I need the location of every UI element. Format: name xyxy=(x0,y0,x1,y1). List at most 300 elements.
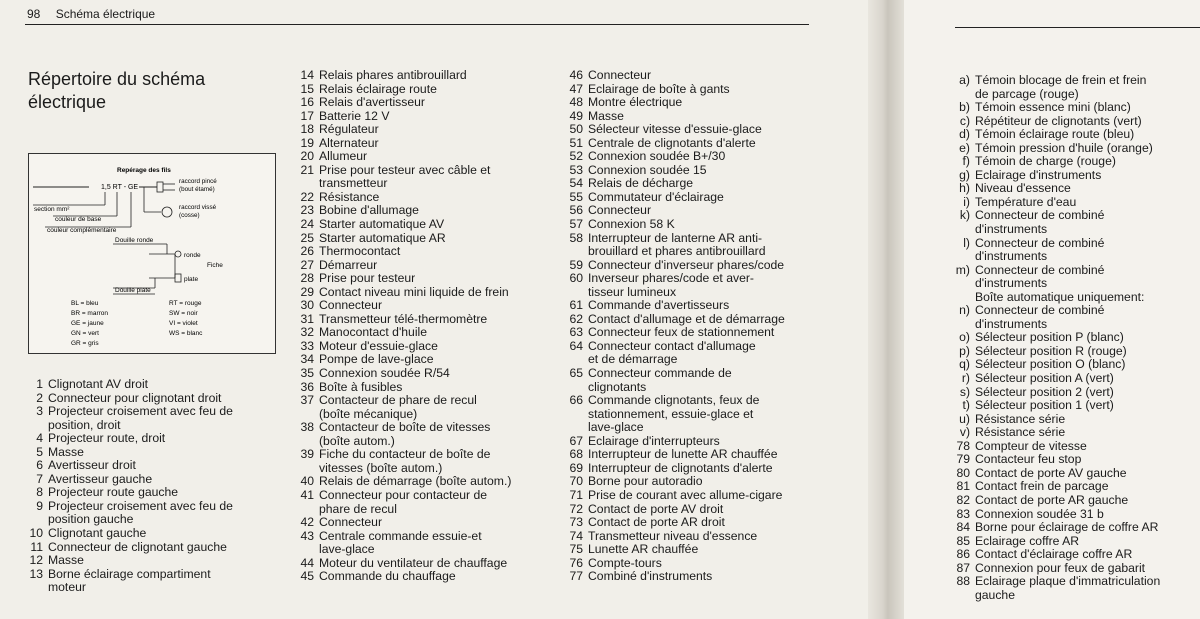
list-item xyxy=(562,448,785,462)
list-item xyxy=(562,421,785,435)
list-item xyxy=(562,367,785,381)
list-item-text: brouillard et phares antibrouillard xyxy=(588,244,766,259)
list-item xyxy=(293,489,511,503)
list-item-number: 42 xyxy=(300,515,314,530)
list-item-text: Contact niveau mini liquide de frein xyxy=(319,284,509,299)
list-item-text: Moteur du ventilateur de chauffage xyxy=(319,555,508,570)
list-item-number: d) xyxy=(959,127,970,142)
list-item-number: 2 xyxy=(36,390,43,405)
list-item-text: Prise de courant avec allume-cigare xyxy=(588,487,783,502)
page-title-line2: électrique xyxy=(28,92,107,112)
list-item xyxy=(952,521,1160,535)
list-item-text: lave-glace xyxy=(588,420,644,435)
list-item-number xyxy=(293,543,314,557)
list-item-text: (boîte autom.) xyxy=(319,433,395,448)
list-item-number: i) xyxy=(963,194,970,209)
list-item-number xyxy=(562,353,583,367)
book-gutter xyxy=(868,0,904,619)
list-item-text: Borne éclairage compartiment xyxy=(48,566,211,581)
list-item-number: m) xyxy=(955,262,970,277)
list-item-number: 58 xyxy=(569,230,583,245)
list-item-text: vitesses (boîte autom.) xyxy=(319,460,443,475)
list-item-text: Clignotant AV droit xyxy=(48,377,149,391)
list-item-text: Niveau d'essence xyxy=(975,181,1071,196)
list-item-text: Boîte à fusibles xyxy=(319,379,403,394)
list-item-number xyxy=(952,589,970,603)
list-item-text: Moteur d'essuie-glace xyxy=(319,338,438,353)
list-item-text: position gauche xyxy=(48,512,134,527)
list-item-text: d'instruments xyxy=(975,222,1048,237)
list-item xyxy=(28,554,233,568)
list-item xyxy=(562,530,785,544)
list-item xyxy=(28,459,233,473)
list-item-text: Allumeur xyxy=(319,149,368,164)
list-item-number: 48 xyxy=(569,95,583,110)
list-item-number: 5 xyxy=(36,444,43,459)
list-item-number: 77 xyxy=(569,569,583,584)
list-item-number: 84 xyxy=(956,520,970,535)
list-item xyxy=(293,150,511,164)
list-item-number: 34 xyxy=(300,352,314,367)
list-item xyxy=(28,405,233,419)
list-item-number: 16 xyxy=(300,95,314,110)
list-item-text: Boîte automatique uniquement: xyxy=(975,289,1145,304)
list-item-text: Contacteur feu stop xyxy=(975,452,1082,467)
list-item-number xyxy=(293,177,314,191)
list-item-text: Commande du chauffage xyxy=(319,569,456,584)
list-item-text: et de démarrage xyxy=(588,352,678,367)
list-item xyxy=(952,142,1160,156)
list-column-3 xyxy=(562,69,785,584)
legend-color-gr: GR = gris xyxy=(71,340,99,347)
list-item-text: Centrale de clignotants d'alerte xyxy=(588,135,756,150)
list-item-text: Sélecteur position R (rouge) xyxy=(975,343,1127,358)
list-item-text: stationnement, essuie-glace et xyxy=(588,406,754,421)
list-item-number xyxy=(28,419,43,433)
legend-douille-plate: Douille plate xyxy=(115,287,151,294)
legend-heading: Repérage des fils xyxy=(117,167,171,174)
list-item xyxy=(293,367,511,381)
list-item-number: 85 xyxy=(956,533,970,548)
list-item-text: Clignotant gauche xyxy=(48,526,147,541)
list-item-number: 13 xyxy=(29,566,43,581)
list-item xyxy=(293,421,511,435)
list-item-number: 10 xyxy=(29,526,43,541)
legend-color-ge: GE = jaune xyxy=(71,320,104,327)
list-item-number: 49 xyxy=(569,108,583,123)
legend-color-sw: SW = noir xyxy=(169,310,198,317)
list-item-text: tisseur lumineux xyxy=(588,284,677,299)
list-item xyxy=(952,304,1160,318)
list-item-number: 51 xyxy=(569,135,583,150)
list-item xyxy=(293,204,511,218)
list-item-text: Connecteur xyxy=(588,203,652,218)
list-item xyxy=(562,150,785,164)
list-item-text: d'instruments xyxy=(975,276,1048,291)
list-item-number xyxy=(293,408,314,422)
list-item-text: Projecteur route gauche xyxy=(48,485,179,500)
list-item-number: 61 xyxy=(569,298,583,313)
list-item xyxy=(28,486,233,500)
list-item-number: u) xyxy=(959,411,970,426)
list-item xyxy=(952,223,1160,237)
list-item-text: Connecteur xyxy=(588,68,652,82)
list-item xyxy=(562,489,785,503)
list-item-text: Starter automatique AV xyxy=(319,217,445,232)
list-item-text: Régulateur xyxy=(319,122,379,137)
list-item-text: Alternateur xyxy=(319,135,379,150)
list-item-text: Prise pour testeur avec câble et xyxy=(319,162,491,177)
list-item xyxy=(952,88,1160,102)
list-item xyxy=(562,272,785,286)
list-item-number xyxy=(293,462,314,476)
list-item-number: 43 xyxy=(300,528,314,543)
list-item xyxy=(28,446,233,460)
list-item-text: transmetteur xyxy=(319,176,388,191)
list-item-text: Contact de porte AR droit xyxy=(588,515,725,530)
list-item-number: 64 xyxy=(569,338,583,353)
list-item-number: 68 xyxy=(569,447,583,462)
list-item xyxy=(293,137,511,151)
list-item xyxy=(562,543,785,557)
list-item xyxy=(562,435,785,449)
list-item xyxy=(952,426,1160,440)
list-item-text: Contacteur de boîte de vitesses xyxy=(319,420,491,435)
list-item-text: Starter automatique AR xyxy=(319,230,446,245)
list-item-text: Commutateur d'éclairage xyxy=(588,189,724,204)
list-item-text: Borne pour autoradio xyxy=(588,474,703,489)
list-column-4 xyxy=(952,74,1160,602)
list-item-number: 53 xyxy=(569,162,583,177)
legend-raccord-pince-2: (bout étamé) xyxy=(179,186,215,193)
list-item-text: Contact de porte AR gauche xyxy=(975,492,1129,507)
list-item-text: Contact frein de parcage xyxy=(975,479,1109,494)
list-item xyxy=(293,232,511,246)
list-item-number: n) xyxy=(959,303,970,318)
list-item-number: 24 xyxy=(300,217,314,232)
legend-raccord-visse-1: raccord vissé xyxy=(179,204,217,211)
list-item-text: Connecteur de combiné xyxy=(975,208,1105,223)
list-item-number: 15 xyxy=(300,81,314,96)
legend-color-gn: GN = vert xyxy=(71,330,99,337)
list-item xyxy=(293,543,511,557)
list-item xyxy=(952,345,1160,359)
list-item-text: Compteur de vitesse xyxy=(975,438,1087,453)
list-item-number: 31 xyxy=(300,311,314,326)
list-item-number xyxy=(952,250,970,264)
list-item-text: Témoin pression d'huile (orange) xyxy=(975,140,1153,155)
list-item-text: Transmetteur niveau d'essence xyxy=(588,528,758,543)
list-item-number: t) xyxy=(962,398,970,413)
list-item xyxy=(293,557,511,571)
list-item xyxy=(952,115,1160,129)
list-item-number: 45 xyxy=(300,569,314,584)
list-item xyxy=(952,74,1160,88)
list-item-number xyxy=(952,291,970,305)
list-item-number: p) xyxy=(959,343,970,358)
list-item xyxy=(562,462,785,476)
list-item xyxy=(293,394,511,408)
list-item-text: Pompe de lave-glace xyxy=(319,352,434,367)
list-item-number: 86 xyxy=(956,547,970,562)
list-item-text: Connexion soudée B+/30 xyxy=(588,149,726,164)
list-item-number: s) xyxy=(959,384,970,399)
list-item xyxy=(562,381,785,395)
list-item-text: phare de recul xyxy=(319,501,397,516)
list-item-number: 1 xyxy=(36,377,43,391)
list-item xyxy=(562,557,785,571)
list-item xyxy=(562,570,785,584)
list-item-text: Masse xyxy=(48,444,84,459)
header-rule-right xyxy=(955,27,1200,28)
page-number: 98 xyxy=(27,7,41,21)
list-item-text: Contacteur de phare de recul xyxy=(319,393,477,408)
list-item xyxy=(293,408,511,422)
list-item-text: Connecteur pour clignotant droit xyxy=(48,390,222,405)
list-item-text: Interrupteur de lanterne AR anti- xyxy=(588,230,763,245)
list-item-number: 20 xyxy=(300,149,314,164)
list-item xyxy=(293,353,511,367)
list-column-1 xyxy=(28,378,233,595)
list-item-number: 25 xyxy=(300,230,314,245)
list-item-text: Contact d'allumage et de démarrage xyxy=(588,311,785,326)
list-item-text: Interrupteur de clignotants d'alerte xyxy=(588,460,773,475)
list-item-text: Répétiteur de clignotants (vert) xyxy=(975,113,1142,128)
list-item xyxy=(952,155,1160,169)
list-item-number: 71 xyxy=(569,487,583,502)
list-item xyxy=(293,110,511,124)
list-item-text: Connexion soudée 15 xyxy=(588,162,707,177)
list-item xyxy=(28,392,233,406)
list-item-text: Contact d'éclairage coffre AR xyxy=(975,547,1133,562)
list-item xyxy=(562,83,785,97)
list-item xyxy=(293,326,511,340)
list-item-text: Eclairage coffre AR xyxy=(975,533,1080,548)
page-title-line1: Répertoire du schéma xyxy=(28,69,206,89)
list-item-text: Témoin essence mini (blanc) xyxy=(975,100,1131,115)
list-item-number: 6 xyxy=(36,458,43,473)
list-item-number xyxy=(293,435,314,449)
legend-raccord-pince-1: raccord pincé xyxy=(179,178,217,185)
list-item xyxy=(952,128,1160,142)
list-item-text: Commande clignotants, feux de xyxy=(588,393,760,408)
list-item xyxy=(293,123,511,137)
list-item-number: 11 xyxy=(30,539,43,554)
legend-color-vi: VI = violet xyxy=(169,320,198,327)
list-item xyxy=(562,516,785,530)
list-item xyxy=(562,177,785,191)
list-item-text: Température d'eau xyxy=(975,194,1077,209)
list-item xyxy=(293,530,511,544)
list-item-number xyxy=(562,421,583,435)
list-item xyxy=(562,218,785,232)
list-item-number xyxy=(952,277,970,291)
list-item-number: q) xyxy=(959,357,970,372)
page-title xyxy=(28,68,205,114)
list-item-number: 83 xyxy=(956,506,970,521)
list-item xyxy=(293,286,511,300)
list-item-number: 78 xyxy=(956,438,970,453)
list-item xyxy=(562,204,785,218)
list-item-text: Eclairage d'instruments xyxy=(975,167,1102,182)
list-item-text: gauche xyxy=(975,587,1015,602)
list-item xyxy=(952,182,1160,196)
list-column-2 xyxy=(293,69,511,584)
list-item xyxy=(293,96,511,110)
list-item xyxy=(562,245,785,259)
list-item-text: Centrale commande essuie-et xyxy=(319,528,482,543)
header-title: Schéma électrique xyxy=(55,7,156,21)
list-item xyxy=(28,513,233,527)
list-item xyxy=(952,358,1160,372)
list-item-number: 56 xyxy=(569,203,583,218)
wire-legend-box xyxy=(28,153,276,354)
list-item xyxy=(562,110,785,124)
list-item-number xyxy=(952,318,970,332)
list-item-number: 69 xyxy=(569,460,583,475)
list-item-text: Connecteur de combiné xyxy=(975,235,1105,250)
list-item-text: Contact de porte AV gauche xyxy=(975,465,1127,480)
list-item-number: r) xyxy=(961,371,970,386)
list-item xyxy=(562,69,785,83)
list-item-text: Relais phares antibrouillard xyxy=(319,68,467,82)
list-item-text: Combiné d'instruments xyxy=(588,569,713,584)
list-item-text: Commande d'avertisseurs xyxy=(588,298,730,313)
list-item-text: Relais de décharge xyxy=(588,176,694,191)
header-rule-left xyxy=(25,24,809,25)
list-item-text: Résistance série xyxy=(975,411,1066,426)
list-item-text: Connecteur xyxy=(319,515,383,530)
list-item-text: Avertisseur gauche xyxy=(48,471,153,486)
list-item xyxy=(562,299,785,313)
wire-legend-diagram xyxy=(29,154,275,353)
list-item xyxy=(562,408,785,422)
legend-code: 1,5 RT - GE xyxy=(101,184,139,191)
list-item-number: 35 xyxy=(300,366,314,381)
list-item xyxy=(562,394,785,408)
list-item-number: 37 xyxy=(300,393,314,408)
list-item xyxy=(293,462,511,476)
list-item xyxy=(952,562,1160,576)
list-item-text: Inverseur phares/code et aver- xyxy=(588,271,754,286)
list-item-text: Thermocontact xyxy=(319,244,401,259)
legend-douille-ronde: Douille ronde xyxy=(115,237,154,244)
list-item xyxy=(293,381,511,395)
list-item-number: 32 xyxy=(300,325,314,340)
list-item xyxy=(952,494,1160,508)
list-item-text: Projecteur route, droit xyxy=(48,431,166,446)
list-item xyxy=(293,191,511,205)
list-item-number: 19 xyxy=(300,135,314,150)
list-item xyxy=(952,264,1160,278)
list-item-number: 17 xyxy=(300,108,314,123)
list-item-number: 39 xyxy=(300,447,314,462)
list-item-number: 33 xyxy=(300,338,314,353)
list-item-number: 50 xyxy=(569,122,583,137)
list-item xyxy=(952,318,1160,332)
list-item-number xyxy=(562,381,583,395)
list-item-number: 63 xyxy=(569,325,583,340)
list-item-number: 36 xyxy=(300,379,314,394)
list-item-text: Connecteur de combiné xyxy=(975,262,1105,277)
list-item-number: 40 xyxy=(300,474,314,489)
list-item xyxy=(952,372,1160,386)
list-item xyxy=(293,218,511,232)
list-item-number: 52 xyxy=(569,149,583,164)
list-item-number: 7 xyxy=(36,471,43,486)
list-item-number: 72 xyxy=(569,501,583,516)
list-item-text: Démarreur xyxy=(319,257,378,272)
list-item-text: Connexion soudée R/54 xyxy=(319,366,450,381)
list-item-number: 73 xyxy=(569,515,583,530)
list-item-text: clignotants xyxy=(588,379,647,394)
list-item-number: 21 xyxy=(300,162,314,177)
list-item-number: 18 xyxy=(300,122,314,137)
list-item-number xyxy=(293,503,314,517)
list-item-number: e) xyxy=(959,140,970,155)
list-item-text: Sélecteur position P (blanc) xyxy=(975,330,1124,345)
list-item xyxy=(952,440,1160,454)
list-item-text: Batterie 12 V xyxy=(319,108,390,123)
list-item-number: o) xyxy=(959,330,970,345)
list-item xyxy=(952,386,1160,400)
list-item-text: Interrupteur de lunette AR chauffée xyxy=(588,447,778,462)
list-item-number: k) xyxy=(959,208,970,223)
list-item xyxy=(562,353,785,367)
list-item-text: Borne pour éclairage de coffre AR xyxy=(975,520,1159,535)
list-item xyxy=(952,589,1160,603)
list-item-text: Sélecteur position O (blanc) xyxy=(975,357,1126,372)
list-item xyxy=(952,237,1160,251)
list-item-text: Connecteur xyxy=(319,298,383,313)
list-item-number: 76 xyxy=(569,555,583,570)
list-item-text: Connexion soudée 31 b xyxy=(975,506,1104,521)
legend-section: section mm² xyxy=(34,206,70,213)
legend-color-ws: WS = blanc xyxy=(169,330,203,337)
list-item xyxy=(952,277,1160,291)
legend-base-color: couleur de base xyxy=(55,216,102,223)
list-item-text: Connecteur de clignotant gauche xyxy=(48,539,227,554)
list-item-number: 23 xyxy=(300,203,314,218)
legend-fiche: Fiche xyxy=(207,262,223,269)
list-item xyxy=(28,419,233,433)
list-item xyxy=(562,232,785,246)
list-item-number: 82 xyxy=(956,492,970,507)
list-item-number: 87 xyxy=(956,560,970,575)
list-item-text: Relais éclairage route xyxy=(319,81,437,96)
list-item-number: 81 xyxy=(956,479,970,494)
page-header xyxy=(27,7,155,21)
list-item-number xyxy=(562,286,583,300)
list-item-number: 74 xyxy=(569,528,583,543)
list-item xyxy=(952,467,1160,481)
list-item xyxy=(562,286,785,300)
list-item xyxy=(28,473,233,487)
list-item xyxy=(952,196,1160,210)
list-item-text: Sélecteur vitesse d'essuie-glace xyxy=(588,122,762,137)
list-item-text: Compte-tours xyxy=(588,555,662,570)
list-item xyxy=(562,123,785,137)
list-item xyxy=(562,191,785,205)
list-item-number: 79 xyxy=(956,452,970,467)
list-item-number: v) xyxy=(959,425,970,440)
list-item-number: h) xyxy=(959,181,970,196)
list-item-text: position, droit xyxy=(48,417,121,432)
list-item-number: 22 xyxy=(300,189,314,204)
list-item-text: Manocontact d'huile xyxy=(319,325,428,340)
legend-color-bl: BL = bleu xyxy=(71,300,99,307)
list-item-text: Relais de démarrage (boîte autom.) xyxy=(319,474,512,489)
